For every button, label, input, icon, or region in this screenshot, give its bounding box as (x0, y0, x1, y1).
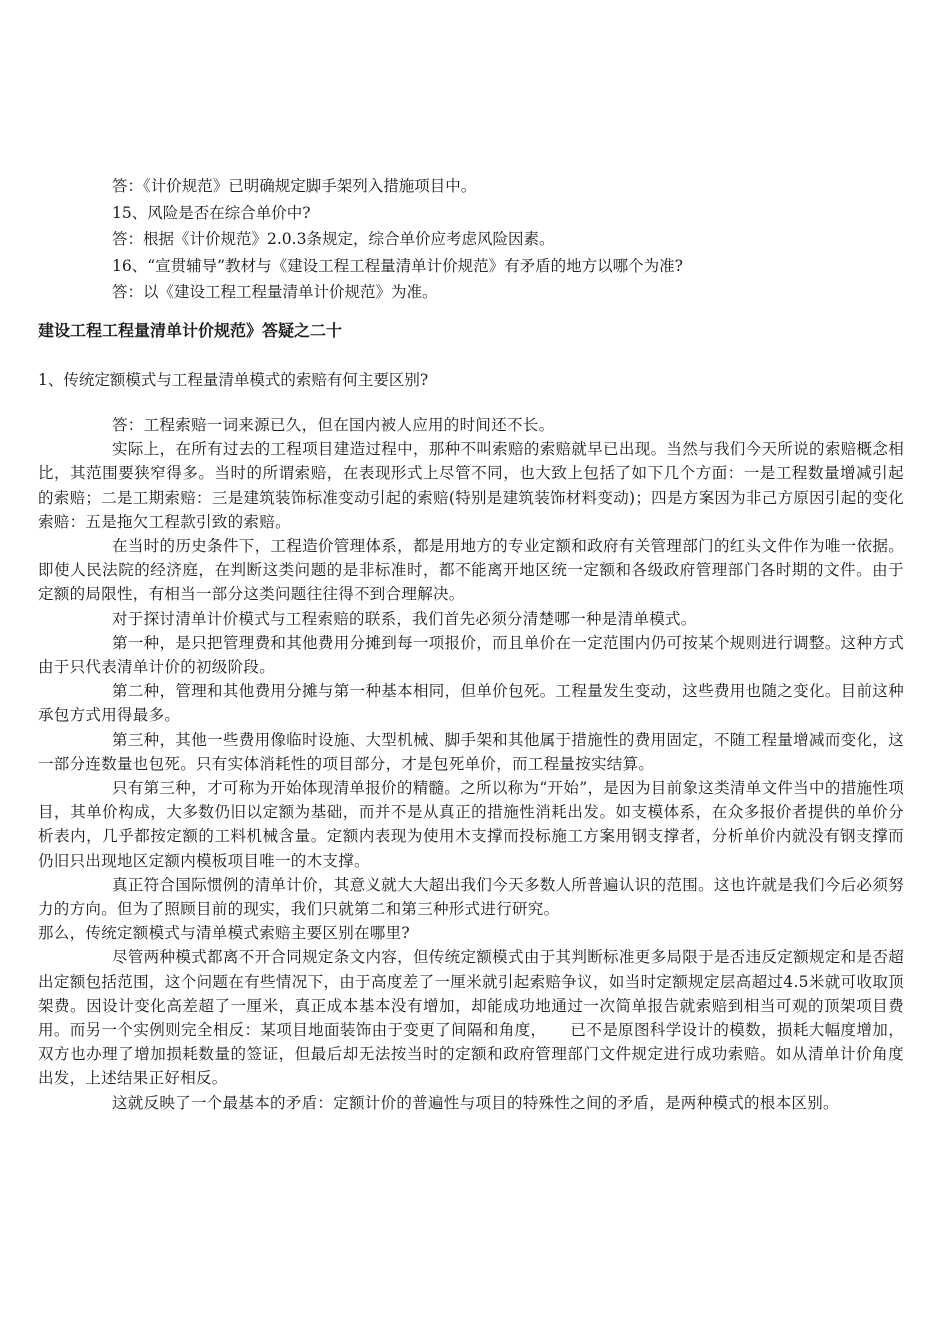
paragraph: 在当时的历史条件下，工程造价管理体系，都是用地方的专业定额和政府有关管理部门的红头文件作为唯一依据。即使人民法院的经济庭，在判断这类问题的是非标准时，都不能离开地区统一定额和各级政府管理部门各时期的文件。由于定额的局限性，有相当一部分这类问题往往得不到合理解决。 (38, 537, 904, 604)
answer-line: 答：以《建设工程工程量清单计价规范》为准。 (112, 283, 438, 302)
paragraph: 对于探讨清单计价模式与工程索赔的联系，我们首先必须分清楚哪一种是清单模式。 (112, 609, 697, 628)
paragraph: 实际上，在所有过去的工程项目建造过程中，那种不叫索赔的索赔就早已出现。当然与我们今天所说的索赔概念相比，其范围要狭窄得多。当时的所谓索赔，在表现形式上尽管不同，也大致上包括了如下几个方面：一是工程数量增减引起的索赔；二是工期索赔：三是建筑装饰标准变动引起的索赔(特别是建筑装饰材料变动)；四是方案因为非己方原因引起的变化索赔：五是拖欠工程款引致的索赔。 (38, 440, 904, 531)
question-line: 15、风险是否在综合单价中? (112, 203, 311, 222)
question-title: 1、传统定额模式与工程量清单模式的索赔有何主要区别? (38, 371, 429, 389)
section-heading: 建设工程工程量清单计价规范》答疑之二十 (38, 321, 343, 340)
paragraph: 第三种，其他一些费用像临时设施、大型机械、脚手架和其他属于措施性的费用固定，不随工程量增减而变化，这一部分连数量也包死。只有实体消耗性的项目部分，才是包死单价，而工程量按实结算。 (38, 730, 904, 773)
paragraph: 第二种，管理和其他费用分摊与第一种基本相同，但单价包死。工程量发生变动，这些费用也随之变化。目前这种承包方式用得最多。 (38, 682, 904, 725)
paragraph: 真正符合国际惯例的清单计价，其意义就大大超出我们今天多数人所普遍认识的范围。这也许就是我们今后必须努力的方向。但为了照顾目前的现实，我们只就第二和第三种形式进行研究。 (38, 875, 904, 919)
paragraph-subquestion: 那么，传统定额模式与清单模式索赔主要区别在哪里? (38, 924, 411, 943)
paragraph: 第一种，是只把管理费和其他费用分摊到每一项报价，而且单价在一定范围内仍可按某个规则进行调整。这种方式由于只代表清单计价的初级阶段。 (38, 633, 904, 677)
answer-body (38, 413, 904, 1115)
answer-line: 答：《计价规范》已明确规定脚手架列入措施项目中。 (112, 177, 477, 195)
paragraph: 尽管两种模式都离不开合同规定条文内容，但传统定额模式由于其判断标准更多局限于是否违反定额规定和是否超出定额包括范围，这个问题在有些情况下，由于高度差了一厘米就引起索赔争议，如当时定额规定层高超过4.5米就可收取顶架费。因设计变化高差超了一厘米，真正成本基本没有增加，却能成功地通过一次简单报告就索赔到相当可观的顶架项目费用。而另一个实例则完全相反：某项目地面装饰由于变更了间隔和角度， 已不是原图科学设计的模数，损耗大幅度增加，双方也办理了增加损耗数量的签证，但最后却无法按当时的定额和政府管理部门文件规定进行成功索赔。如从清单计价角度出发，上述结果正好相反。 (38, 948, 904, 1088)
answer-line: 答：根据《计价规范》2.0.3条规定，综合单价应考虑风险因素。 (112, 230, 555, 249)
qa-section (38, 173, 918, 306)
paragraph: 只有第三种，才可称为开始体现清单报价的精髓。之所以称为“开始”，是因为目前象这类清单文件当中的措施性项目，其单价构成，大多数仍旧以定额为基础，而并不是从真正的措施性消耗出发。如支模体系，在众多报价者提供的单价分析表内，几乎都按定额的工料机械含量。定额内表现为使用木支撑而投标施工方案用钢支撑者，分析单价内就没有钢支撑而仍旧只出现地区定额内模板项目唯一的木支撑。 (38, 779, 904, 870)
paragraph: 答：工程索赔一词来源已久，但在国内被人应用的时间还不长。 (112, 416, 555, 434)
question-line: 16、“宣贯辅导”教材与《建设工程工程量清单计价规范》有矛盾的地方以哪个为准? (112, 256, 683, 275)
paragraph: 这就反映了一个最基本的矛盾：定额计价的普遍性与项目的特殊性之间的矛盾，是两种模式的根本区别。 (112, 1093, 839, 1112)
